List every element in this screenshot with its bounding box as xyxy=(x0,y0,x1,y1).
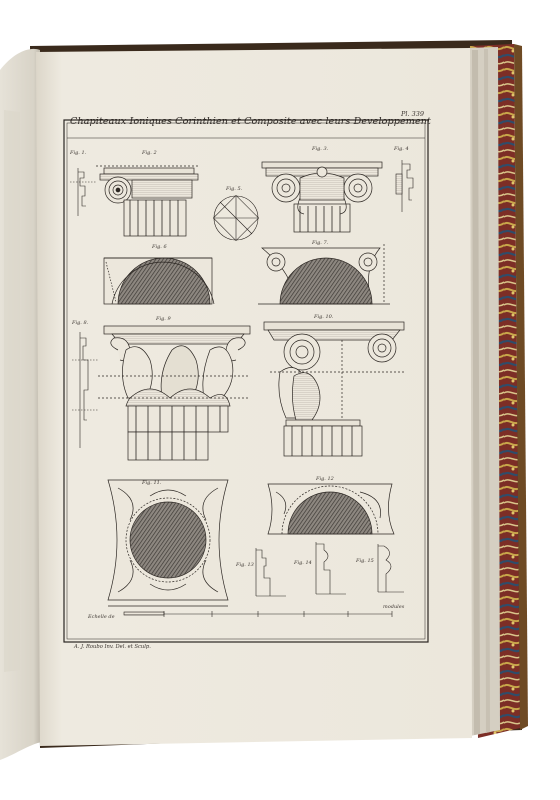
fig1-label: Fig. 1. xyxy=(70,150,87,156)
fig4-label: Fig. 4 xyxy=(394,146,409,152)
modules-label: modules xyxy=(383,604,405,610)
left-page xyxy=(0,49,42,760)
page-edges xyxy=(468,47,500,736)
plate-number: Pl. 339 xyxy=(401,110,424,118)
fig13-label: Fig. 13 xyxy=(236,562,254,568)
fig7-label: Fig. 7. xyxy=(312,240,329,246)
fig6-label: Fig. 6 xyxy=(152,244,167,250)
fig12-label: Fig. 12 xyxy=(316,476,334,482)
right-page xyxy=(36,48,472,746)
fig5-label: Fig. 5. xyxy=(226,186,243,192)
fig8-label: Fig. 8. xyxy=(72,320,89,326)
fig6-capital-plan xyxy=(104,258,214,304)
fig15-label: Fig. 15 xyxy=(356,558,374,564)
fig14-label: Fig. 14 xyxy=(294,560,312,566)
fig9-label: Fig. 9 xyxy=(156,316,171,322)
fig2-label: Fig. 2 xyxy=(142,150,157,156)
fig11-capital-plan xyxy=(108,480,228,606)
plate-title: Chapiteaux Ioniques Corinthien et Composite avec leurs Developpement xyxy=(70,116,431,127)
scale-label: Echelle de xyxy=(88,614,115,620)
engraver-credit: A. J. Roubo Inv. Del. et Sculp. xyxy=(74,644,151,650)
fig12-capital-plan xyxy=(268,484,394,534)
fig10-label: Fig. 10. xyxy=(314,314,334,320)
fig11-label: Fig. 11. xyxy=(142,480,162,486)
fig3-label: Fig. 3. xyxy=(312,146,329,152)
